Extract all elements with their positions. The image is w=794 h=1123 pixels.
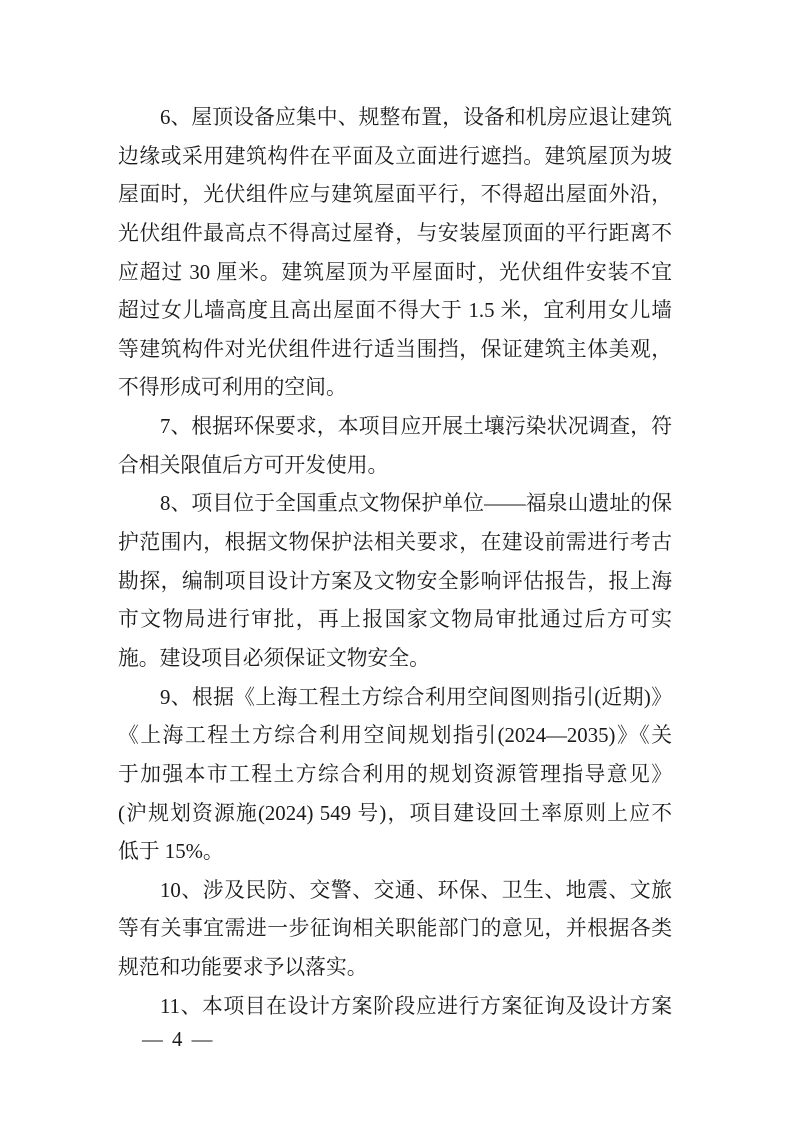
paragraph-8-line-4: 市文物局进行审批，再上报国家文物局审批通过后方可实 xyxy=(118,608,672,632)
paragraph-6-line-5: 应超过 30 厘米。建筑屋顶为平屋面时，光伏组件安装不宜 xyxy=(118,260,672,284)
paragraph-item-8 xyxy=(118,485,672,678)
paragraph-item-9 xyxy=(118,679,672,872)
page-number: — 4 — xyxy=(142,1028,215,1051)
paragraph-6-line-2: 边缘或采用建筑构件在平面及立面进行遮挡。建筑屋顶为坡 xyxy=(118,144,672,168)
paragraph-6-line-3: 屋面时，光伏组件应与建筑屋面平行，不得超出屋面外沿， xyxy=(118,183,672,207)
paragraph-6-line-8: 不得形成可利用的空间。 xyxy=(118,376,347,400)
paragraph-item-11 xyxy=(118,988,672,1027)
paragraph-item-6 xyxy=(118,99,672,408)
document-body xyxy=(118,99,672,1026)
paragraph-8-line-2: 护范围内，根据文物保护法相关要求，在建设前需进行考古 xyxy=(118,531,672,555)
paragraph-11-line-1: 11、本项目在设计方案阶段应进行方案征询及设计方案 xyxy=(160,994,672,1018)
paragraph-9-line-3: 于加强本市工程土方综合利用的规划资源管理指导意见》 xyxy=(118,762,672,786)
paragraph-8-line-1: 8、项目位于全国重点文物保护单位——福泉山遗址的保 xyxy=(160,492,672,516)
paragraph-6-line-6: 超过女儿墙高度且高出屋面不得大于 1.5 米，宜利用女儿墙 xyxy=(118,299,672,323)
paragraph-9-line-4: (沪规划资源施(2024) 549 号)，项目建设回土率原则上应不 xyxy=(118,801,672,825)
paragraph-10-line-2: 等有关事宜需进一步征询相关职能部门的意见，并根据各类 xyxy=(118,917,672,941)
paragraph-8-line-3: 勘探，编制项目设计方案及文物安全影响评估报告，报上海 xyxy=(118,569,672,593)
paragraph-9-line-5: 低于 15%。 xyxy=(118,840,224,864)
paragraph-item-7 xyxy=(118,408,672,485)
paragraph-6-line-1: 6、屋顶设备应集中、规整布置，设备和机房应退让建筑 xyxy=(160,106,672,129)
paragraph-8-line-5: 施。建设项目必须保证文物安全。 xyxy=(118,646,430,670)
paragraph-item-10 xyxy=(118,872,672,988)
paragraph-10-line-3: 规范和功能要求予以落实。 xyxy=(118,956,368,980)
paragraph-7-line-2: 合相关限值后方可开发使用。 xyxy=(118,453,389,477)
paragraph-9-line-2: 《上海工程土方综合利用空间规划指引(2024—2035)》《关 xyxy=(118,724,672,748)
paragraph-7-line-1: 7、根据环保要求，本项目应开展土壤污染状况调查，符 xyxy=(160,415,672,439)
paragraph-6-line-4: 光伏组件最高点不得高过屋脊，与安装屋顶面的平行距离不 xyxy=(118,221,672,245)
paragraph-6-line-7: 等建筑构件对光伏组件进行适当围挡，保证建筑主体美观， xyxy=(118,337,672,361)
paragraph-10-line-1: 10、涉及民防、交警、交通、环保、卫生、地震、文旅 xyxy=(160,878,672,902)
paragraph-9-line-1: 9、根据《上海工程土方综合利用空间图则指引(近期)》 xyxy=(160,685,672,709)
